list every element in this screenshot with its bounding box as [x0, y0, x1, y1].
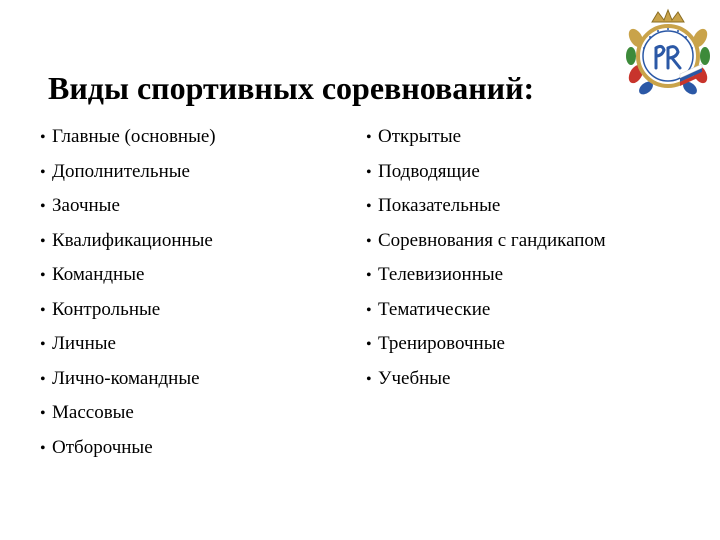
list-item	[366, 327, 606, 362]
bullet-icon: •	[40, 198, 46, 215]
list-item	[366, 189, 606, 224]
bullet-icon: •	[366, 232, 372, 250]
list-item-label: Главные (основные)	[52, 126, 216, 147]
list-item	[40, 293, 216, 328]
list-item	[366, 120, 606, 155]
bullet-icon: •	[366, 129, 372, 146]
bullet-icon: •	[40, 336, 46, 353]
list-item	[40, 258, 216, 293]
list-item	[40, 362, 216, 397]
list-item-label: Заочные	[52, 195, 120, 216]
bullet-icon: •	[40, 370, 46, 388]
list-item-label: Соревнования с гандикапом	[378, 229, 606, 251]
bullet-icon: •	[366, 267, 372, 284]
list-item-label: Лично-командные	[52, 367, 200, 389]
bullet-icon: •	[40, 129, 46, 146]
bullet-icon: •	[40, 301, 46, 319]
list-item-label: Показательные	[378, 195, 501, 216]
list-item	[40, 327, 216, 362]
list-item-label: Отборочные	[52, 436, 153, 458]
bullet-icon: •	[40, 163, 46, 181]
bullet-icon: •	[366, 336, 372, 353]
list-item-label: Дополнительные	[52, 160, 190, 182]
list-item-label: Учебные	[378, 367, 451, 389]
crown-shape	[652, 10, 684, 22]
bullet-icon: •	[40, 232, 46, 250]
list-item	[40, 189, 216, 224]
bullet-icon: •	[40, 439, 46, 457]
bullet-icon: •	[366, 370, 372, 388]
bullet-icon: •	[366, 198, 372, 215]
list-item	[40, 396, 216, 431]
list-item	[40, 155, 216, 190]
bullet-list-left	[40, 120, 216, 465]
list-item	[366, 362, 606, 397]
list-item	[366, 258, 606, 293]
list-item-label: Тематические	[378, 298, 491, 320]
university-emblem-icon	[622, 8, 714, 100]
list-item-label: Командные	[52, 264, 145, 285]
list-item-label: Квалификационные	[52, 229, 213, 251]
list-item	[40, 431, 216, 466]
list-item	[366, 155, 606, 190]
list-item	[40, 120, 216, 155]
list-item-label: Контрольные	[52, 298, 161, 320]
list-item-label: Телевизионные	[378, 264, 504, 285]
bullet-icon: •	[366, 301, 372, 319]
bullet-list-right	[366, 120, 606, 396]
list-item-label: Тренировочные	[378, 333, 505, 354]
list-item	[366, 293, 606, 328]
bullet-icon: •	[40, 267, 46, 284]
list-item-label: Личные	[52, 333, 116, 354]
list-item-label: Открытые	[378, 126, 462, 147]
list-item	[40, 224, 216, 259]
bullet-icon: •	[40, 405, 46, 422]
bullet-icon: •	[366, 163, 372, 181]
list-item-label: Массовые	[52, 402, 134, 423]
page-title: Виды спортивных соревнований:	[48, 70, 535, 106]
list-item	[366, 224, 606, 259]
list-item-label: Подводящие	[378, 160, 480, 182]
